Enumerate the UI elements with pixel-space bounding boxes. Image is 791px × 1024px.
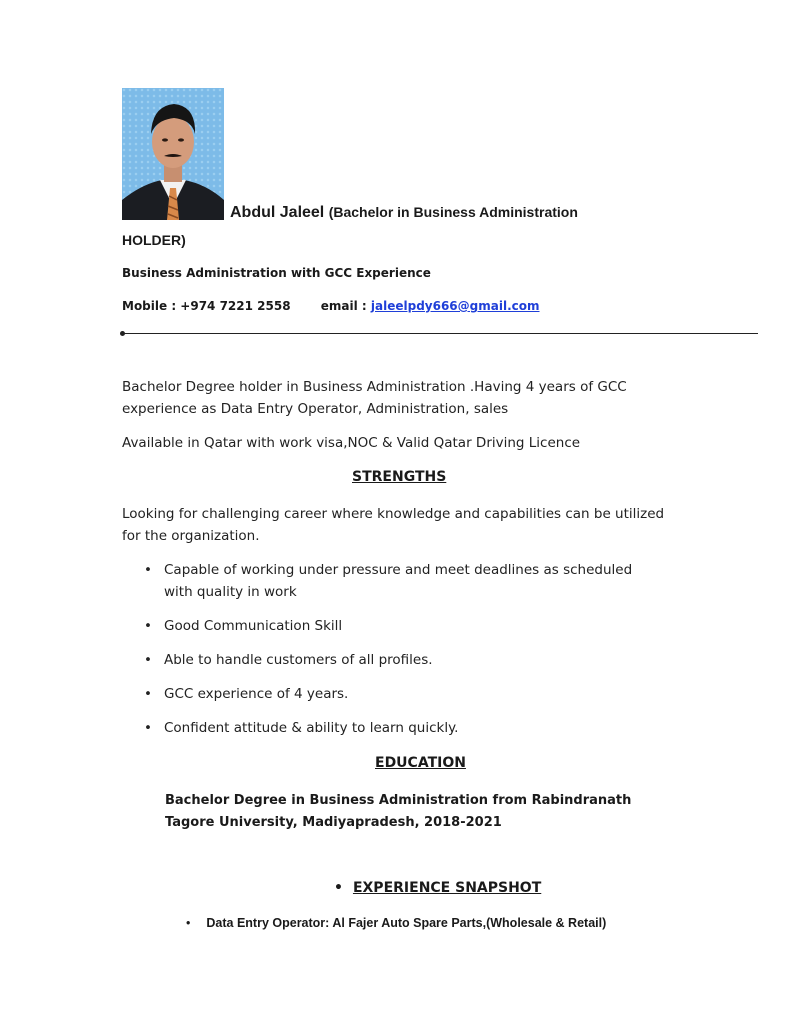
candidate-title: (Bachelor in Business Administration xyxy=(328,204,578,220)
list-item: • GCC experience of 4 years. xyxy=(144,683,664,705)
strengths-list xyxy=(144,559,664,739)
candidate-name: Abdul Jaleel xyxy=(230,204,325,221)
contact-line xyxy=(122,299,540,313)
summary-paragraph: Bachelor Degree holder in Business Administration .Having 4 years of GCC experience as Data Entry Operator, Administration, sales xyxy=(122,379,627,417)
header-divider xyxy=(122,333,758,334)
resume-name-title xyxy=(230,204,578,222)
candidate-subtitle: Business Administration with GCC Experience xyxy=(122,266,431,280)
availability-paragraph: Available in Qatar with work visa,NOC & Valid Qatar Driving Licence xyxy=(122,435,581,451)
bullet-icon: • xyxy=(186,916,191,930)
email-link[interactable]: jaleelpdy666@gmail.com xyxy=(370,299,540,313)
bullet-icon: • xyxy=(334,880,343,896)
list-item: • Confident attitude & ability to learn quickly. xyxy=(144,717,664,739)
list-item: • Capable of working under pressure and meet deadlines as scheduled with quality in work xyxy=(144,559,664,603)
strengths-intro: Looking for challenging career where knowledge and capabilities can be utilized for the organization. xyxy=(122,506,665,544)
person-portrait-icon xyxy=(122,88,224,220)
candidate-title-continued: HOLDER) xyxy=(122,232,186,248)
experience-heading: • EXPERIENCE SNAPSHOT xyxy=(334,880,542,896)
list-item: • Able to handle customers of all profiles. xyxy=(144,649,664,671)
education-entry: Bachelor Degree in Business Administration from Rabindranath Tagore University, Madiyapradesh, 2018-2021 xyxy=(165,793,632,830)
email-label: email : xyxy=(320,299,367,313)
profile-photo xyxy=(122,88,224,220)
list-item: • Good Communication Skill xyxy=(144,615,664,637)
strengths-heading: STRENGTHS xyxy=(352,469,447,485)
education-heading: EDUCATION xyxy=(375,755,466,771)
experience-item: • Data Entry Operator: Al Fajer Auto Spare Parts,(Wholesale & Retail) xyxy=(186,916,607,930)
mobile-number: Mobile : +974 7221 2558 xyxy=(122,299,291,313)
